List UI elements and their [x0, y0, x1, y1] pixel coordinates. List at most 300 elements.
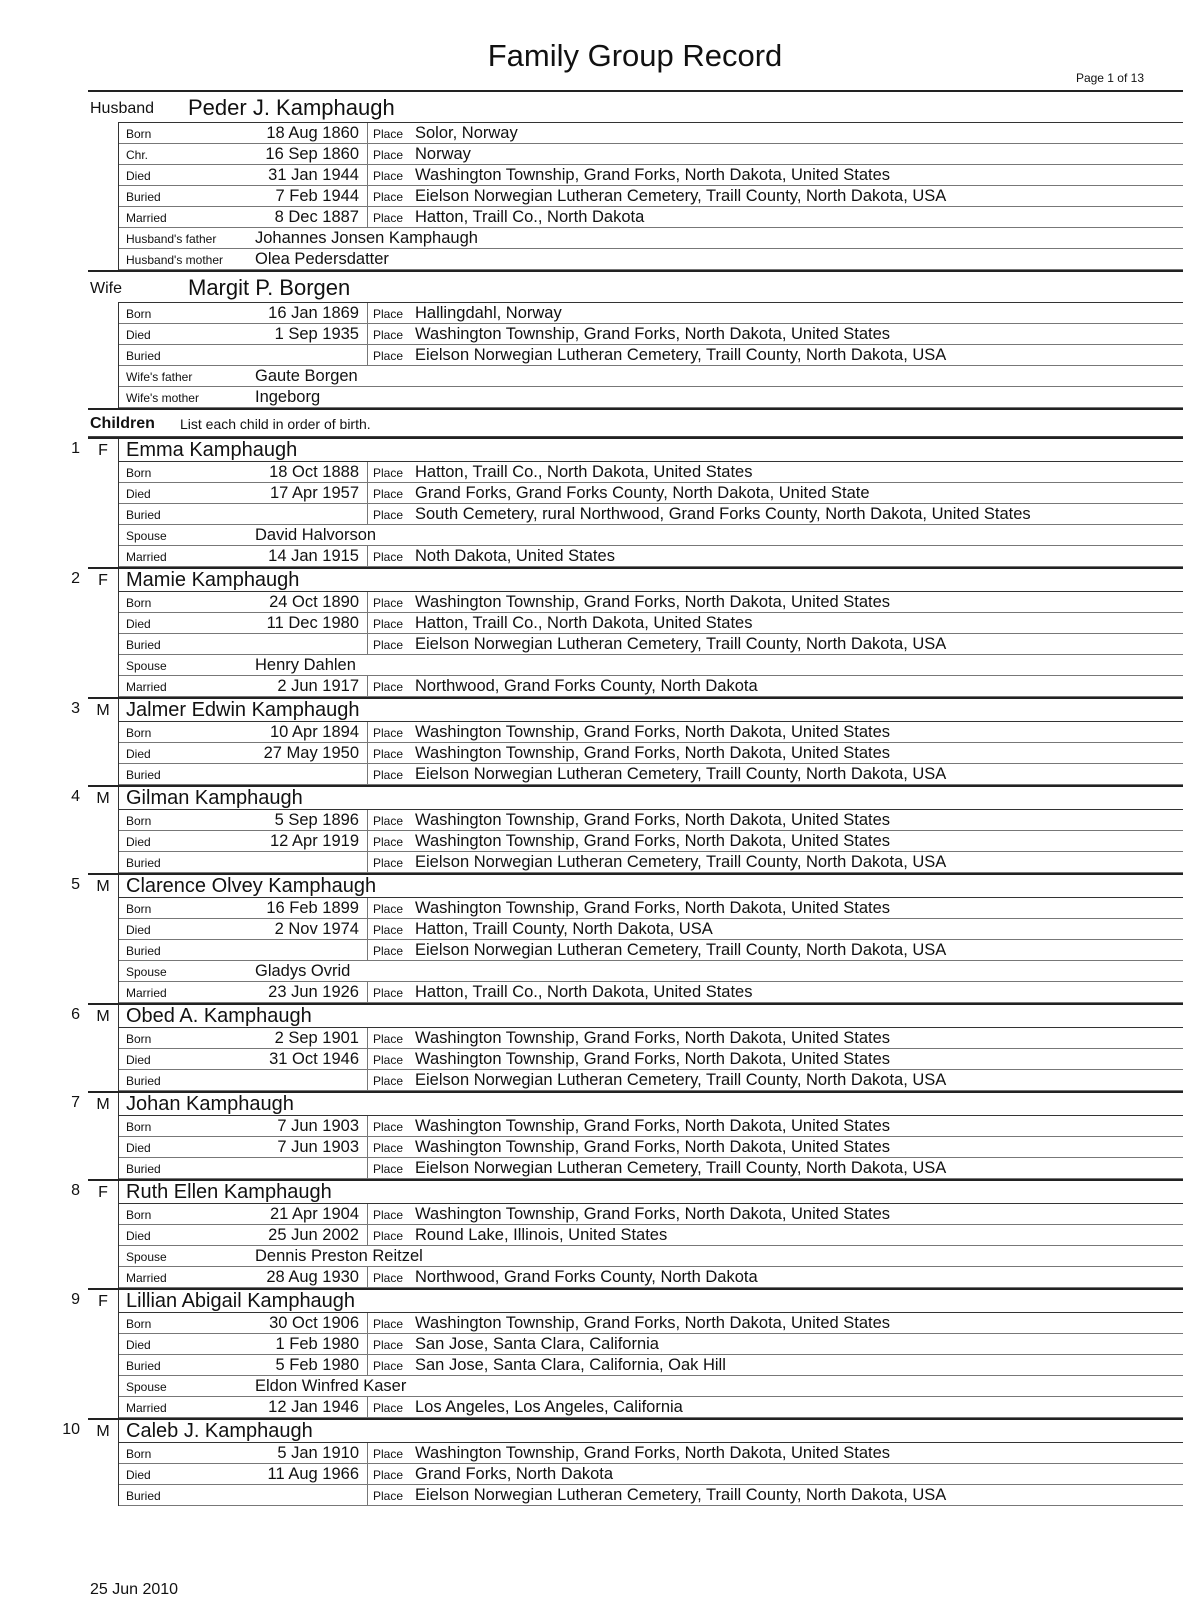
child-header [71, 873, 1183, 897]
event-date: 12 Jan 1946 [268, 1398, 359, 1416]
row-label: Spouse [126, 965, 167, 979]
footer-date: 25 Jun 2010 [90, 1581, 179, 1598]
column-divider [367, 634, 368, 654]
place-label: Place [373, 1489, 404, 1503]
husband-name: Peder J. Kamphaugh [188, 95, 395, 120]
event-row [119, 831, 1183, 852]
row-label: Born [126, 814, 152, 828]
child-number: 5 [71, 876, 80, 893]
event-place: Round Lake, Illinois, United States [415, 1226, 668, 1244]
place-label: Place [373, 986, 404, 1000]
row-label: Buried [126, 856, 161, 870]
child-rows [118, 1203, 1183, 1288]
event-place: Eielson Norwegian Lutheran Cemetery, Traill County, North Dakota, USA [415, 941, 947, 959]
child-entry [71, 1179, 1183, 1288]
relation-row [119, 1246, 1183, 1267]
event-row [119, 1116, 1183, 1137]
relation-row [119, 655, 1183, 676]
relation-value: Henry Dahlen [255, 656, 356, 674]
child-rows [118, 1115, 1183, 1179]
event-date: 17 Apr 1957 [270, 484, 359, 502]
row-label: Died [126, 1229, 151, 1243]
place-label: Place [373, 190, 404, 204]
child-number: 10 [62, 1421, 80, 1438]
event-place: Grand Forks, North Dakota [415, 1465, 614, 1483]
child-sex: M [88, 875, 119, 897]
row-label: Married [126, 986, 167, 1000]
column-divider [367, 324, 368, 344]
child-header [71, 567, 1183, 591]
event-row [119, 634, 1183, 655]
child-rows [118, 809, 1183, 873]
event-place: Washington Township, Grand Forks, North Dakota, United States [415, 811, 891, 829]
column-divider [367, 345, 368, 365]
event-row [119, 898, 1183, 919]
event-row [119, 165, 1183, 186]
event-place: Washington Township, Grand Forks, North Dakota, United States [415, 899, 891, 917]
event-place: Norway [415, 145, 471, 163]
row-label: Died [126, 923, 151, 937]
event-date: 2 Nov 1974 [274, 920, 359, 938]
row-label: Buried [126, 1359, 161, 1373]
event-date: 25 Jun 2002 [268, 1226, 359, 1244]
event-place: Washington Township, Grand Forks, North Dakota, United States [415, 1050, 891, 1068]
relation-value: Gaute Borgen [255, 367, 358, 385]
event-place: Washington Township, Grand Forks, North Dakota, United States [415, 1205, 891, 1223]
place-label: Place [373, 307, 404, 321]
row-label: Wife's mother [126, 391, 199, 405]
row-label: Died [126, 1141, 151, 1155]
event-row [119, 303, 1183, 324]
event-place: Hatton, Traill Co., North Dakota, United States [415, 614, 753, 632]
event-place: Washington Township, Grand Forks, North Dakota, United States [415, 832, 891, 850]
event-date: 18 Oct 1888 [269, 463, 359, 481]
place-label: Place [373, 902, 404, 916]
place-label: Place [373, 466, 404, 480]
column-divider [367, 676, 368, 696]
column-divider [367, 1225, 368, 1245]
event-date: 28 Aug 1930 [266, 1268, 359, 1286]
column-divider [367, 1313, 368, 1333]
place-label: Place [373, 508, 404, 522]
event-place: South Cemetery, rural Northwood, Grand Forks County, North Dakota, United States [415, 505, 1031, 523]
child-name: Emma Kamphaugh [126, 439, 298, 461]
child-sex: F [88, 569, 119, 591]
event-date: 16 Sep 1860 [265, 145, 359, 163]
column-divider [367, 1334, 368, 1354]
child-name: Jalmer Edwin Kamphaugh [126, 699, 360, 721]
relation-row [119, 525, 1183, 546]
event-row [119, 1313, 1183, 1334]
row-label: Died [126, 617, 151, 631]
child-header [71, 785, 1183, 809]
place-label: Place [373, 1468, 404, 1482]
place-label: Place [373, 923, 404, 937]
place-label: Place [373, 814, 404, 828]
column-divider [367, 898, 368, 918]
event-row [119, 462, 1183, 483]
column-divider [367, 504, 368, 524]
place-label: Place [373, 1074, 404, 1088]
wife-name: Margit P. Borgen [188, 275, 351, 300]
relation-value: Ingeborg [255, 388, 321, 406]
event-date: 5 Jan 1910 [277, 1444, 359, 1462]
relation-value: Olea Pedersdatter [255, 250, 389, 268]
child-number: 7 [71, 1094, 80, 1111]
row-label: Married [126, 680, 167, 694]
column-divider [367, 764, 368, 784]
event-place: Eielson Norwegian Lutheran Cemetery, Traill County, North Dakota, USA [415, 853, 947, 871]
column-divider [367, 940, 368, 960]
child-number: 6 [71, 1006, 80, 1023]
event-row [119, 483, 1183, 504]
child-number: 9 [71, 1291, 80, 1308]
place-label: Place [373, 1229, 404, 1243]
family-group-record [62, 90, 1183, 1506]
child-entry [62, 1418, 1183, 1506]
children-header [88, 408, 1183, 437]
event-place: Grand Forks, Grand Forks County, North Dakota, United State [415, 484, 870, 502]
event-row [119, 1443, 1183, 1464]
row-label: Buried [126, 768, 161, 782]
relation-row [119, 1376, 1183, 1397]
column-divider [367, 546, 368, 566]
child-number: 1 [71, 440, 80, 457]
child-number: 2 [71, 570, 80, 587]
child-name: Johan Kamphaugh [126, 1093, 294, 1115]
event-place: Washington Township, Grand Forks, North Dakota, United States [415, 1314, 891, 1332]
place-label: Place [373, 328, 404, 342]
event-date: 27 May 1950 [263, 744, 359, 762]
column-divider [367, 165, 368, 185]
event-place: Northwood, Grand Forks County, North Dakota [415, 1268, 758, 1286]
place-label: Place [373, 1162, 404, 1176]
event-row [119, 764, 1183, 785]
place-label: Place [373, 127, 404, 141]
child-sex: M [88, 699, 119, 721]
column-divider [367, 123, 368, 143]
event-place: Hatton, Traill Co., North Dakota, United States [415, 983, 753, 1001]
event-place: San Jose, Santa Clara, California [415, 1335, 659, 1353]
event-place: Eielson Norwegian Lutheran Cemetery, Traill County, North Dakota, USA [415, 1159, 947, 1177]
place-label: Place [373, 835, 404, 849]
event-place: Los Angeles, Los Angeles, California [415, 1398, 683, 1416]
husband-rows [118, 122, 1183, 270]
event-date: 12 Apr 1919 [270, 832, 359, 850]
event-row [119, 1049, 1183, 1070]
event-place: Hatton, Traill County, North Dakota, USA [415, 920, 713, 938]
row-label: Husband's mother [126, 253, 224, 267]
row-label: Spouse [126, 1380, 167, 1394]
child-name: Mamie Kamphaugh [126, 569, 300, 591]
place-label: Place [373, 747, 404, 761]
child-header [62, 1418, 1183, 1442]
event-date: 2 Jun 1917 [277, 677, 359, 695]
row-label: Married [126, 1271, 167, 1285]
column-divider [367, 852, 368, 872]
event-row [119, 1397, 1183, 1418]
child-rows [118, 1312, 1183, 1418]
event-date: 11 Aug 1966 [267, 1465, 359, 1483]
child-number: 3 [71, 700, 80, 717]
child-rows [118, 721, 1183, 785]
place-label: Place [373, 1271, 404, 1285]
event-place: Eielson Norwegian Lutheran Cemetery, Traill County, North Dakota, USA [415, 1071, 947, 1089]
place-label: Place [373, 1120, 404, 1134]
children-label: Children [90, 415, 155, 432]
relation-value: Dennis Preston Reitzel [255, 1247, 423, 1265]
event-row [119, 676, 1183, 697]
event-date: 23 Jun 1926 [268, 983, 359, 1001]
row-label: Born [126, 1208, 152, 1222]
event-row [119, 1028, 1183, 1049]
relation-value: Johannes Jonsen Kamphaugh [255, 229, 478, 247]
row-label: Born [126, 1317, 152, 1331]
row-label: Died [126, 487, 151, 501]
child-rows [118, 1027, 1183, 1091]
place-label: Place [373, 550, 404, 564]
event-row [119, 743, 1183, 764]
child-name: Lillian Abigail Kamphaugh [126, 1290, 356, 1312]
event-date: 16 Feb 1899 [266, 899, 359, 917]
relation-value: David Halvorson [255, 526, 377, 544]
husband-label: Husband [90, 100, 155, 117]
column-divider [367, 1397, 368, 1417]
place-label: Place [373, 349, 404, 363]
place-label: Place [373, 1338, 404, 1352]
row-label: Born [126, 1032, 152, 1046]
row-label: Died [126, 747, 151, 761]
relation-value: Eldon Winfred Kaser [255, 1377, 407, 1395]
column-divider [367, 613, 368, 633]
relation-row [119, 961, 1183, 982]
child-name: Ruth Ellen Kamphaugh [126, 1181, 332, 1203]
husband-section [88, 90, 1183, 270]
row-label: Born [126, 1120, 152, 1134]
event-date: 31 Jan 1944 [268, 166, 359, 184]
row-label: Chr. [126, 148, 149, 162]
place-label: Place [373, 169, 404, 183]
child-sex: M [88, 1093, 119, 1115]
row-label: Spouse [126, 529, 167, 543]
child-header [71, 1288, 1183, 1312]
child-sex: M [88, 1005, 119, 1027]
child-header [71, 1003, 1183, 1027]
column-divider [367, 1137, 368, 1157]
event-row [119, 1225, 1183, 1246]
row-label: Born [126, 726, 152, 740]
event-date: 21 Apr 1904 [270, 1205, 359, 1223]
row-label: Died [126, 1468, 151, 1482]
row-label: Husband's father [126, 232, 217, 246]
children-list [62, 437, 1183, 1506]
event-row [119, 1355, 1183, 1376]
place-label: Place [373, 1401, 404, 1415]
event-row [119, 324, 1183, 345]
event-row [119, 982, 1183, 1003]
child-name: Clarence Olvey Kamphaugh [126, 875, 377, 897]
event-row [119, 1070, 1183, 1091]
wife-header [88, 270, 1183, 302]
row-label: Born [126, 307, 152, 321]
event-date: 7 Feb 1944 [275, 187, 359, 205]
column-divider [367, 743, 368, 763]
event-date: 16 Jan 1869 [268, 304, 359, 322]
row-label: Born [126, 902, 152, 916]
child-sex: M [88, 787, 119, 809]
event-place: Noth Dakota, United States [415, 547, 615, 565]
relation-row [119, 387, 1183, 408]
place-label: Place [373, 148, 404, 162]
column-divider [367, 1443, 368, 1463]
place-label: Place [373, 1032, 404, 1046]
place-label: Place [373, 1141, 404, 1155]
event-place: Washington Township, Grand Forks, North Dakota, United States [415, 166, 891, 184]
child-header [71, 437, 1183, 461]
event-place: Northwood, Grand Forks County, North Dakota [415, 677, 758, 695]
child-entry [71, 1091, 1183, 1179]
wife-label: Wife [90, 280, 122, 297]
row-label: Buried [126, 638, 161, 652]
event-row [119, 919, 1183, 940]
event-row [119, 207, 1183, 228]
event-row [119, 810, 1183, 831]
row-label: Buried [126, 944, 161, 958]
event-row [119, 592, 1183, 613]
event-place: Washington Township, Grand Forks, North Dakota, United States [415, 325, 891, 343]
row-label: Buried [126, 1162, 161, 1176]
child-entry [71, 567, 1183, 697]
event-date: 2 Sep 1901 [274, 1029, 359, 1047]
child-header [71, 1091, 1183, 1115]
child-number: 4 [71, 788, 80, 805]
child-rows [118, 897, 1183, 1003]
page-title: Family Group Record [487, 38, 783, 73]
event-place: Washington Township, Grand Forks, North Dakota, United States [415, 1117, 891, 1135]
column-divider [367, 1116, 368, 1136]
event-place: Hatton, Traill Co., North Dakota, United States [415, 463, 753, 481]
event-date: 7 Jun 1903 [277, 1117, 359, 1135]
child-entry [71, 873, 1183, 1003]
event-row [119, 1334, 1183, 1355]
event-row [119, 1137, 1183, 1158]
place-label: Place [373, 617, 404, 631]
place-label: Place [373, 1359, 404, 1373]
event-place: Eielson Norwegian Lutheran Cemetery, Traill County, North Dakota, USA [415, 635, 947, 653]
event-place: Hatton, Traill Co., North Dakota [415, 208, 645, 226]
event-row [119, 186, 1183, 207]
event-date: 24 Oct 1890 [269, 593, 359, 611]
column-divider [367, 1049, 368, 1069]
place-label: Place [373, 1317, 404, 1331]
column-divider [367, 1267, 368, 1287]
wife-section [88, 270, 1183, 408]
place-label: Place [373, 726, 404, 740]
event-place: Hallingdahl, Norway [415, 304, 562, 322]
column-divider [367, 1158, 368, 1178]
event-date: 10 Apr 1894 [270, 723, 359, 741]
column-divider [367, 207, 368, 227]
row-label: Died [126, 328, 151, 342]
relation-value: Gladys Ovrid [255, 962, 351, 980]
column-divider [367, 831, 368, 851]
event-date: 11 Dec 1980 [266, 614, 359, 632]
child-entry [71, 697, 1183, 785]
event-row [119, 1485, 1183, 1506]
event-row [119, 940, 1183, 961]
event-place: Washington Township, Grand Forks, North Dakota, United States [415, 723, 891, 741]
column-divider [367, 1204, 368, 1224]
event-place: Eielson Norwegian Lutheran Cemetery, Traill County, North Dakota, USA [415, 765, 947, 783]
column-divider [367, 1355, 368, 1375]
column-divider [367, 483, 368, 503]
wife-rows [118, 302, 1183, 408]
child-entry [71, 1003, 1183, 1091]
place-label: Place [373, 856, 404, 870]
event-place: Washington Township, Grand Forks, North Dakota, United States [415, 1138, 891, 1156]
event-place: San Jose, Santa Clara, California, Oak Hill [415, 1356, 726, 1374]
place-label: Place [373, 944, 404, 958]
event-place: Washington Township, Grand Forks, North Dakota, United States [415, 1029, 891, 1047]
child-name: Obed A. Kamphaugh [126, 1005, 312, 1027]
event-row [119, 722, 1183, 743]
row-label: Spouse [126, 1250, 167, 1264]
child-sex: F [88, 1181, 119, 1203]
child-number: 8 [71, 1182, 80, 1199]
place-label: Place [373, 1208, 404, 1222]
row-label: Died [126, 169, 151, 183]
child-name: Gilman Kamphaugh [126, 787, 303, 809]
place-label: Place [373, 768, 404, 782]
child-rows [118, 1442, 1183, 1506]
child-rows [118, 591, 1183, 697]
event-place: Eielson Norwegian Lutheran Cemetery, Traill County, North Dakota, USA [415, 1486, 947, 1504]
row-label: Born [126, 596, 152, 610]
column-divider [367, 919, 368, 939]
column-divider [367, 1070, 368, 1090]
place-label: Place [373, 680, 404, 694]
event-date: 1 Feb 1980 [275, 1335, 359, 1353]
row-label: Buried [126, 349, 161, 363]
event-row [119, 1158, 1183, 1179]
event-date: 31 Oct 1946 [269, 1050, 359, 1068]
child-entry [71, 785, 1183, 873]
row-label: Married [126, 1401, 167, 1415]
row-label: Spouse [126, 659, 167, 673]
relation-row [119, 249, 1183, 270]
row-label: Buried [126, 508, 161, 522]
column-divider [367, 186, 368, 206]
event-place: Washington Township, Grand Forks, North Dakota, United States [415, 744, 891, 762]
column-divider [367, 1028, 368, 1048]
child-sex: F [88, 1290, 119, 1312]
place-label: Place [373, 487, 404, 501]
child-entry [71, 437, 1183, 567]
event-date: 8 Dec 1887 [274, 208, 359, 226]
event-date: 5 Feb 1980 [275, 1356, 359, 1374]
place-label: Place [373, 638, 404, 652]
event-date: 18 Aug 1860 [266, 124, 359, 142]
event-row [119, 613, 1183, 634]
event-place: Solor, Norway [415, 124, 518, 142]
row-label: Died [126, 1338, 151, 1352]
event-place: Washington Township, Grand Forks, North Dakota, United States [415, 1444, 891, 1462]
column-divider [367, 982, 368, 1002]
row-label: Buried [126, 190, 161, 204]
row-label: Married [126, 211, 167, 225]
place-label: Place [373, 1053, 404, 1067]
column-divider [367, 462, 368, 482]
